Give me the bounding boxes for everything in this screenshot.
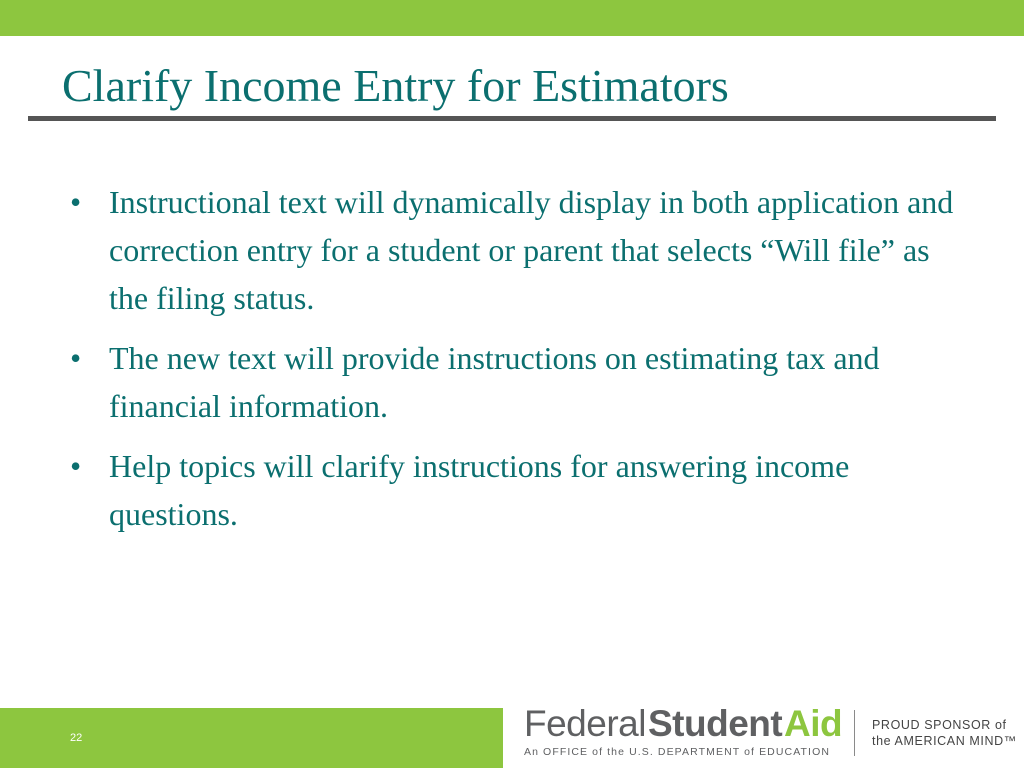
logo-divider <box>854 710 855 756</box>
sponsor-line-1: PROUD SPONSOR of <box>872 718 1007 732</box>
bullet-item <box>70 442 970 538</box>
bullet-marker: • <box>70 184 82 220</box>
bullet-marker: • <box>70 448 82 484</box>
bullet-marker: • <box>70 340 82 376</box>
page-number: 22 <box>70 732 83 744</box>
logo-word-federal: Federal <box>524 703 646 744</box>
logo-tagline: An OFFICE of the U.S. DEPARTMENT of EDUCATION <box>524 746 831 758</box>
bullet-item <box>70 178 970 322</box>
title-rule <box>28 116 996 121</box>
bullet-list <box>70 178 970 550</box>
bullet-text: Help topics will clarify instructions for answering income questions. <box>109 448 850 532</box>
federal-student-aid-logo <box>524 703 844 763</box>
bullet-text: The new text will provide instructions on estimating tax and financial information. <box>109 340 880 424</box>
sponsor-line-2: the AMERICAN MIND™ <box>872 734 1017 748</box>
logo-word-aid: Aid <box>784 703 843 744</box>
bullet-text: Instructional text will dynamically display in both application and correction entry for a student or parent that selects “Will file” as the filing status. <box>109 184 954 316</box>
bullet-item <box>70 334 970 430</box>
sponsor-text <box>872 717 1017 749</box>
top-accent-band <box>0 0 1024 36</box>
slide-title: Clarify Income Entry for Estimators <box>62 60 729 111</box>
logo-word-student: Student <box>648 703 783 744</box>
